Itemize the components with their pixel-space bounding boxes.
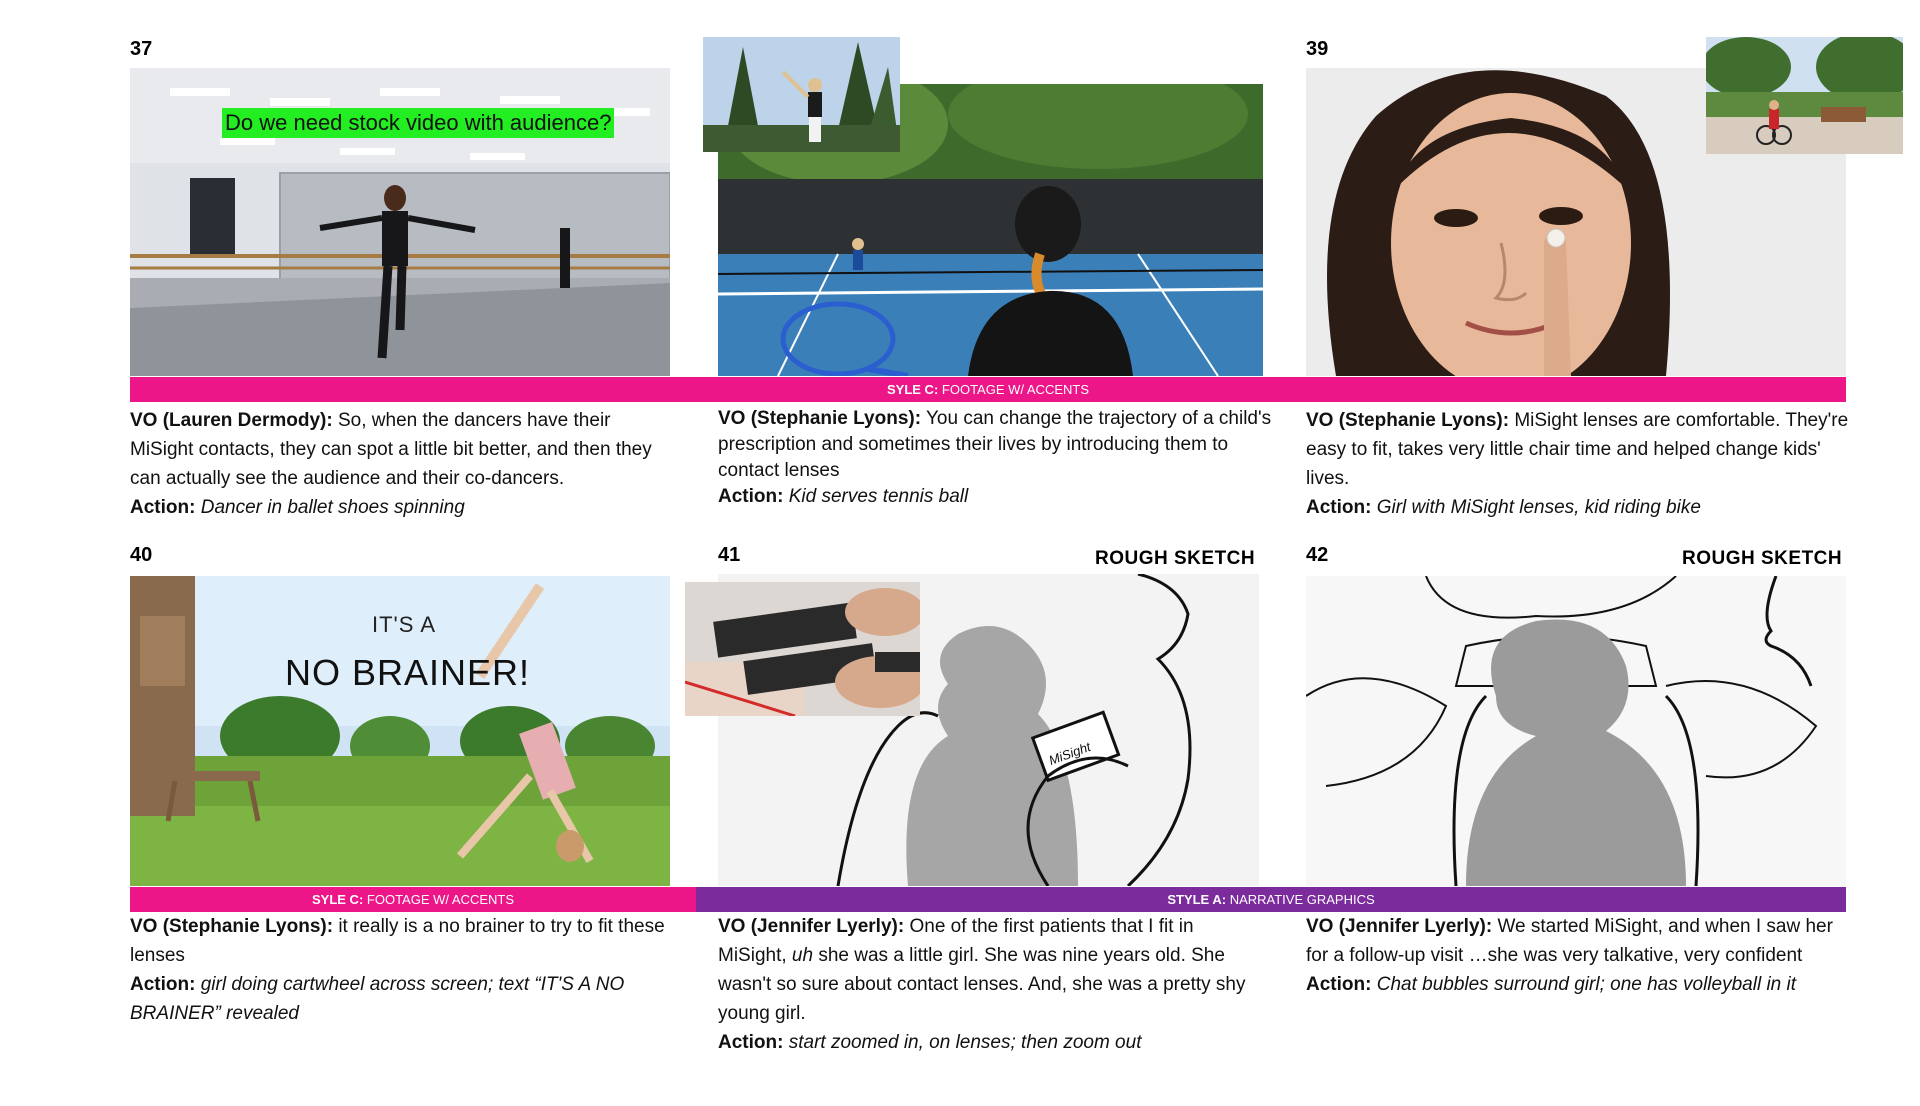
panel-number-37: 37	[130, 38, 153, 60]
caption-no-brainer: NO BRAINER!	[285, 652, 531, 693]
vo-text: You can change the trajectory of a child's prescription and sometimes their lives by introducing them to contact lenses	[718, 408, 1272, 481]
action-text: start zoomed in, on lenses; then zoom out	[788, 1032, 1142, 1053]
description-37	[130, 406, 675, 522]
action-label: Action:	[1306, 974, 1372, 995]
vo-text: We started MiSight, and when I saw her for a follow-up visit …she was very talkative, very confident	[1306, 916, 1833, 966]
description-41	[718, 912, 1263, 1057]
vo-text-italic: uh	[791, 945, 814, 966]
vo-text: it really is a no brainer to try to fit these lenses	[130, 916, 665, 966]
band-style-label: STYLE A:	[1167, 892, 1227, 907]
vo-label: VO (Stephanie Lyons):	[1306, 410, 1510, 431]
talkative-girl-sketch-image	[1306, 576, 1846, 886]
style-band-footage-accents-bottom	[130, 887, 696, 912]
stock-video-question-note: Do we need stock video with audience?	[222, 108, 614, 138]
action-label: Action:	[718, 486, 784, 507]
action-text: girl doing cartwheel across screen; text “IT'S A NO BRAINER” revealed	[130, 974, 625, 1024]
band-style-label: SYLE C:	[311, 892, 364, 907]
style-band-footage-accents	[130, 377, 1846, 402]
action-label: Action:	[130, 497, 196, 518]
rough-sketch-tag-42: ROUGH SKETCH	[1682, 548, 1843, 569]
action-text: Girl with MiSight lenses, kid riding bike	[1376, 497, 1701, 518]
action-text: Chat bubbles surround girl; one has volleyball in it	[1376, 974, 1797, 995]
frame-39-inset-bike	[1706, 37, 1903, 154]
action-label: Action:	[1306, 497, 1372, 518]
band-style-name: FOOTAGE W/ ACCENTS	[941, 382, 1090, 397]
action-label: Action:	[718, 1032, 784, 1053]
description-42	[1306, 912, 1851, 999]
tennis-serve-inset-image	[703, 37, 900, 152]
vo-label: VO (Stephanie Lyons):	[718, 408, 922, 429]
kid-riding-bike-inset-image	[1706, 37, 1903, 154]
band-style-name: FOOTAGE W/ ACCENTS	[366, 892, 515, 907]
style-band-narrative-graphics	[696, 887, 1846, 912]
panel-number-39: 39	[1306, 38, 1329, 60]
panel-number-40: 40	[130, 544, 153, 566]
frame-42-sketch	[1306, 576, 1846, 886]
vo-text-part-b: she was a little girl. She was nine years old. She wasn't so sure about contact lenses. And, she was a pretty shy young girl.	[718, 945, 1246, 1024]
vo-label: VO (Jennifer Lyerly):	[1306, 916, 1493, 937]
panel-number-41: 41	[718, 544, 741, 566]
lens-card-label: MiSight	[1046, 739, 1093, 768]
vo-label: VO (Lauren Dermody):	[130, 410, 333, 431]
action-text: Dancer in ballet shoes spinning	[200, 497, 465, 518]
caption-its-a: IT'S A	[372, 612, 436, 637]
action-label: Action:	[130, 974, 196, 995]
description-38	[718, 406, 1273, 510]
vo-label: VO (Stephanie Lyons):	[130, 916, 334, 937]
panel-number-42: 42	[1306, 544, 1329, 566]
band-style-label: SYLE C:	[886, 382, 939, 397]
description-39	[1306, 406, 1851, 522]
vo-text-part-a: One of the first patients that I fit in MiSight,	[718, 916, 1194, 966]
action-text: Kid serves tennis ball	[788, 486, 969, 507]
vo-text: So, when the dancers have their MiSight contacts, they can spot a little bit better, and then they can actually see the audience and their co-dancers.	[130, 410, 652, 489]
frame-41-inset-lenses	[685, 582, 920, 716]
lens-packs-inset-image	[685, 582, 920, 716]
vo-text: MiSight lenses are comfortable. They're easy to fit, takes very little chair time and helped change kids' lives.	[1306, 410, 1849, 489]
vo-label: VO (Jennifer Lyerly):	[718, 916, 905, 937]
frame-38-inset-serve	[703, 37, 900, 152]
rough-sketch-tag-41: ROUGH SKETCH	[1095, 548, 1256, 569]
band-style-name: NARRATIVE GRAPHICS	[1229, 892, 1375, 907]
description-40	[130, 912, 675, 1028]
